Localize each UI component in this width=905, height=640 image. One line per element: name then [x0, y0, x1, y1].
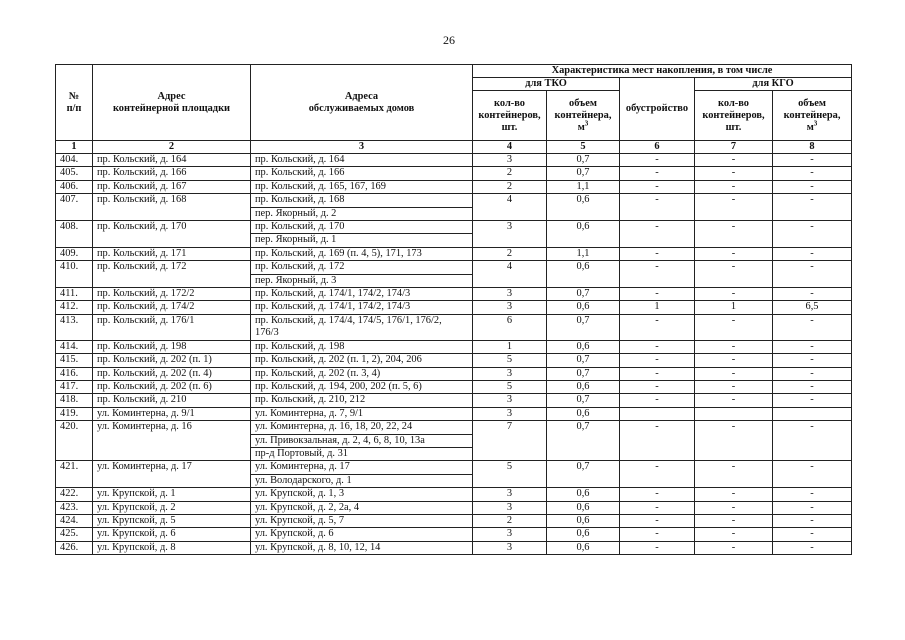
row-number: 413. [56, 314, 93, 340]
tko-container-volume: 1,1 [547, 180, 620, 193]
table-row [56, 354, 852, 367]
row-number: 410. [56, 261, 93, 288]
tko-container-count: 3 [473, 541, 547, 554]
table-row [56, 167, 852, 180]
row-number: 416. [56, 367, 93, 380]
site-address: пр. Кольский, д. 202 (п. 1) [93, 354, 251, 367]
header-kgo: для КГО [695, 78, 852, 91]
served-house-address: пр. Кольский, д. 170 [251, 221, 473, 234]
table-row [56, 288, 852, 301]
kgo-container-count: - [695, 514, 773, 527]
row-number: 409. [56, 247, 93, 260]
kgo-container-volume: - [773, 167, 852, 180]
tko-container-volume: 0,6 [547, 301, 620, 314]
served-house-address: пр. Кольский, д. 166 [251, 167, 473, 180]
row-number: 415. [56, 354, 93, 367]
row-number: 418. [56, 394, 93, 407]
column-number: 7 [695, 141, 773, 154]
kgo-container-count: - [695, 501, 773, 514]
arrangement-value: - [620, 261, 695, 288]
served-house-address: ул. Коминтерна, д. 16, 18, 20, 22, 24 [251, 421, 473, 434]
kgo-container-count: - [695, 354, 773, 367]
served-house-address: ул. Привокзальная, д. 2, 4, 6, 8, 10, 13а [251, 434, 473, 447]
site-address: ул. Коминтерна, д. 16 [93, 421, 251, 461]
served-house-address: пр. Кольский, д. 174/1, 174/2, 174/3 [251, 301, 473, 314]
tko-container-volume: 0,7 [547, 167, 620, 180]
kgo-container-volume: - [773, 314, 852, 340]
served-house-address: пр. Кольский, д. 174/1, 174/2, 174/3 [251, 288, 473, 301]
kgo-container-volume: - [773, 421, 852, 461]
table-row [56, 488, 852, 501]
tko-container-volume: 0,7 [547, 354, 620, 367]
row-number: 419. [56, 407, 93, 420]
tko-container-count: 3 [473, 154, 547, 167]
kgo-container-count [695, 407, 773, 420]
arrangement-value: - [620, 394, 695, 407]
kgo-container-volume: - [773, 180, 852, 193]
served-house-address: пр. Кольский, д. 202 (п. 3, 4) [251, 367, 473, 380]
row-number: 424. [56, 514, 93, 527]
served-house-address: пр. Кольский, д. 194, 200, 202 (п. 5, 6) [251, 380, 473, 393]
served-house-address: пр. Кольский, д. 168 [251, 194, 473, 207]
table-row [56, 407, 852, 420]
arrangement-value: 1 [620, 301, 695, 314]
header-row-1 [56, 65, 852, 78]
table-row [56, 541, 852, 554]
kgo-container-volume: - [773, 528, 852, 541]
tko-container-count: 5 [473, 380, 547, 393]
kgo-container-count: - [695, 154, 773, 167]
kgo-container-count: - [695, 194, 773, 221]
kgo-container-volume: - [773, 461, 852, 488]
tko-container-count: 5 [473, 354, 547, 367]
row-number: 417. [56, 380, 93, 393]
table-row [56, 314, 852, 340]
arrangement-value: - [620, 367, 695, 380]
table-row [56, 461, 852, 474]
site-address: пр. Кольский, д. 176/1 [93, 314, 251, 340]
table-row [56, 221, 852, 234]
tko-container-count: 3 [473, 301, 547, 314]
arrangement-value: - [620, 421, 695, 461]
header-number: № п/п [56, 65, 93, 141]
table-row [56, 514, 852, 527]
served-house-address: пр. Кольский, д. 169 (п. 4, 5), 171, 173 [251, 247, 473, 260]
arrangement-value: - [620, 180, 695, 193]
tko-container-volume: 0,7 [547, 154, 620, 167]
served-house-address: пр. Кольский, д. 165, 167, 169 [251, 180, 473, 193]
served-house-address: ул. Коминтерна, д. 17 [251, 461, 473, 474]
table-row [56, 421, 852, 434]
served-house-address: пр. Кольский, д. 198 [251, 340, 473, 353]
tko-container-count: 6 [473, 314, 547, 340]
kgo-container-count: - [695, 461, 773, 488]
row-number: 408. [56, 221, 93, 248]
column-number: 8 [773, 141, 852, 154]
table-body [56, 154, 852, 555]
tko-container-count: 7 [473, 421, 547, 461]
header-site-address: Адрес контейнерной площадки [93, 65, 251, 141]
kgo-container-volume: - [773, 488, 852, 501]
site-address: пр. Кольский, д. 166 [93, 167, 251, 180]
page-number: 26 [443, 33, 455, 47]
header-tko-count: кол-во контейнеров, шт. [473, 91, 547, 141]
tko-container-volume: 0,6 [547, 194, 620, 221]
tko-container-volume: 0,6 [547, 541, 620, 554]
kgo-container-volume: - [773, 541, 852, 554]
kgo-container-volume: - [773, 394, 852, 407]
tko-container-volume: 0,6 [547, 380, 620, 393]
tko-container-count: 4 [473, 194, 547, 221]
arrangement-value: - [620, 488, 695, 501]
tko-container-volume: 0,7 [547, 394, 620, 407]
kgo-container-count: - [695, 314, 773, 340]
tko-container-volume: 1,1 [547, 247, 620, 260]
site-address: пр. Кольский, д. 202 (п. 4) [93, 367, 251, 380]
tko-container-count: 3 [473, 528, 547, 541]
kgo-container-count: - [695, 528, 773, 541]
kgo-container-count: - [695, 541, 773, 554]
served-house-address: пр. Кольский, д. 172 [251, 261, 473, 274]
served-house-address: ул. Крупской, д. 6 [251, 528, 473, 541]
site-address: ул. Крупской, д. 1 [93, 488, 251, 501]
header-kgo-count: кол-во контейнеров, шт. [695, 91, 773, 141]
table-row [56, 501, 852, 514]
row-number: 407. [56, 194, 93, 221]
kgo-container-volume: - [773, 221, 852, 248]
site-address: пр. Кольский, д. 171 [93, 247, 251, 260]
served-house-address: пр-д Портовый, д. 31 [251, 447, 473, 460]
row-number: 426. [56, 541, 93, 554]
kgo-container-volume: - [773, 247, 852, 260]
table-row [56, 367, 852, 380]
column-number: 3 [251, 141, 473, 154]
row-number: 405. [56, 167, 93, 180]
tko-container-count: 3 [473, 367, 547, 380]
served-house-address: пер. Якорный, д. 2 [251, 207, 473, 220]
header-houses: Адреса обслуживаемых домов [251, 65, 473, 141]
row-number: 420. [56, 421, 93, 461]
kgo-container-count: - [695, 380, 773, 393]
tko-container-count: 3 [473, 407, 547, 420]
column-number: 6 [620, 141, 695, 154]
table-row [56, 154, 852, 167]
arrangement-value: - [620, 247, 695, 260]
kgo-container-count: - [695, 367, 773, 380]
served-house-address: ул. Володарского, д. 1 [251, 474, 473, 487]
kgo-container-volume [773, 407, 852, 420]
table-row [56, 301, 852, 314]
tko-container-count: 3 [473, 394, 547, 407]
kgo-container-count: - [695, 288, 773, 301]
served-house-address: ул. Крупской, д. 2, 2а, 4 [251, 501, 473, 514]
header-tko: для ТКО [473, 78, 620, 91]
kgo-container-count: - [695, 261, 773, 288]
kgo-container-volume: - [773, 380, 852, 393]
tko-container-volume: 0,6 [547, 261, 620, 288]
site-address: пр. Кольский, д. 174/2 [93, 301, 251, 314]
kgo-container-volume: - [773, 288, 852, 301]
tko-container-volume: 0,6 [547, 501, 620, 514]
row-number: 411. [56, 288, 93, 301]
kgo-container-count: - [695, 394, 773, 407]
tko-container-volume: 0,7 [547, 367, 620, 380]
site-address: ул. Крупской, д. 5 [93, 514, 251, 527]
site-address: пр. Кольский, д. 167 [93, 180, 251, 193]
row-number: 406. [56, 180, 93, 193]
row-number: 414. [56, 340, 93, 353]
table-row [56, 247, 852, 260]
site-address: пр. Кольский, д. 198 [93, 340, 251, 353]
tko-container-volume: 0,7 [547, 288, 620, 301]
tko-container-volume: 0,7 [547, 461, 620, 488]
table-row [56, 194, 852, 207]
tko-container-count: 2 [473, 180, 547, 193]
containers-table [55, 64, 852, 555]
table-row [56, 528, 852, 541]
row-number: 422. [56, 488, 93, 501]
kgo-container-count: - [695, 340, 773, 353]
kgo-container-volume: - [773, 501, 852, 514]
site-address: пр. Кольский, д. 170 [93, 221, 251, 248]
arrangement-value: - [620, 354, 695, 367]
site-address: пр. Кольский, д. 164 [93, 154, 251, 167]
arrangement-value: - [620, 340, 695, 353]
arrangement-value: - [620, 528, 695, 541]
arrangement-value: - [620, 288, 695, 301]
row-number: 421. [56, 461, 93, 488]
row-number: 423. [56, 501, 93, 514]
tko-container-count: 3 [473, 221, 547, 248]
kgo-container-volume: 6,5 [773, 301, 852, 314]
tko-container-volume: 0,6 [547, 528, 620, 541]
served-house-address: пр. Кольский, д. 210, 212 [251, 394, 473, 407]
kgo-container-count: - [695, 247, 773, 260]
served-house-address: ул. Крупской, д. 1, 3 [251, 488, 473, 501]
arrangement-value: - [620, 461, 695, 488]
header-characteristics: Характеристика мест накопления, в том числе [473, 65, 852, 78]
served-house-address: пр. Кольский, д. 202 (п. 1, 2), 204, 206 [251, 354, 473, 367]
tko-container-count: 5 [473, 461, 547, 488]
kgo-container-count: - [695, 221, 773, 248]
column-numbers-row [56, 141, 852, 154]
tko-container-volume: 0,7 [547, 314, 620, 340]
served-house-address: ул. Крупской, д. 5, 7 [251, 514, 473, 527]
arrangement-value: - [620, 501, 695, 514]
kgo-container-volume: - [773, 367, 852, 380]
table-row [56, 261, 852, 274]
arrangement-value: - [620, 541, 695, 554]
tko-container-count: 2 [473, 167, 547, 180]
tko-container-count: 3 [473, 488, 547, 501]
table-row [56, 394, 852, 407]
row-number: 404. [56, 154, 93, 167]
site-address: пр. Кольский, д. 172 [93, 261, 251, 288]
tko-container-count: 3 [473, 501, 547, 514]
served-house-address: пер. Якорный, д. 1 [251, 234, 473, 247]
table-row [56, 340, 852, 353]
table-row [56, 180, 852, 193]
kgo-container-count: - [695, 180, 773, 193]
kgo-container-volume: - [773, 154, 852, 167]
arrangement-value: - [620, 514, 695, 527]
served-house-address: пер. Якорный, д. 3 [251, 274, 473, 287]
site-address: пр. Кольский, д. 202 (п. 6) [93, 380, 251, 393]
tko-container-count: 2 [473, 514, 547, 527]
tko-container-volume: 0,7 [547, 421, 620, 461]
kgo-container-count: - [695, 488, 773, 501]
tko-container-volume: 0,6 [547, 221, 620, 248]
arrangement-value: - [620, 194, 695, 221]
kgo-container-volume: - [773, 194, 852, 221]
site-address: ул. Крупской, д. 8 [93, 541, 251, 554]
site-address: пр. Кольский, д. 172/2 [93, 288, 251, 301]
column-number: 2 [93, 141, 251, 154]
site-address: ул. Коминтерна, д. 9/1 [93, 407, 251, 420]
table-row [56, 380, 852, 393]
arrangement-value [620, 407, 695, 420]
column-number: 4 [473, 141, 547, 154]
tko-container-count: 1 [473, 340, 547, 353]
tko-container-volume: 0,6 [547, 340, 620, 353]
tko-container-count: 3 [473, 288, 547, 301]
tko-container-count: 4 [473, 261, 547, 288]
header-tko-volume: объем контейнера, $м^3$ [547, 91, 620, 141]
kgo-container-volume: - [773, 514, 852, 527]
arrangement-value: - [620, 154, 695, 167]
arrangement-value: - [620, 221, 695, 248]
kgo-container-count: - [695, 167, 773, 180]
kgo-container-volume: - [773, 340, 852, 353]
kgo-container-count: 1 [695, 301, 773, 314]
column-number: 1 [56, 141, 93, 154]
site-address: пр. Кольский, д. 168 [93, 194, 251, 221]
arrangement-value: - [620, 380, 695, 393]
arrangement-value: - [620, 314, 695, 340]
header-kgo-volume: объем контейнера, $м^3$ [773, 91, 852, 141]
site-address: ул. Крупской, д. 6 [93, 528, 251, 541]
site-address: пр. Кольский, д. 210 [93, 394, 251, 407]
served-house-address: пр. Кольский, д. 174/4, 174/5, 176/1, 176/2, 176/3 [251, 314, 473, 340]
site-address: ул. Крупской, д. 2 [93, 501, 251, 514]
kgo-container-count: - [695, 421, 773, 461]
tko-container-volume: 0,6 [547, 488, 620, 501]
header-arrangement: обустройство [620, 78, 695, 141]
kgo-container-volume: - [773, 354, 852, 367]
row-number: 425. [56, 528, 93, 541]
site-address: ул. Коминтерна, д. 17 [93, 461, 251, 488]
tko-container-volume: 0,6 [547, 514, 620, 527]
kgo-container-volume: - [773, 261, 852, 288]
tko-container-volume: 0,6 [547, 407, 620, 420]
tko-container-count: 2 [473, 247, 547, 260]
row-number: 412. [56, 301, 93, 314]
served-house-address: ул. Коминтерна, д. 7, 9/1 [251, 407, 473, 420]
column-number: 5 [547, 141, 620, 154]
served-house-address: ул. Крупской, д. 8, 10, 12, 14 [251, 541, 473, 554]
served-house-address: пр. Кольский, д. 164 [251, 154, 473, 167]
arrangement-value: - [620, 167, 695, 180]
